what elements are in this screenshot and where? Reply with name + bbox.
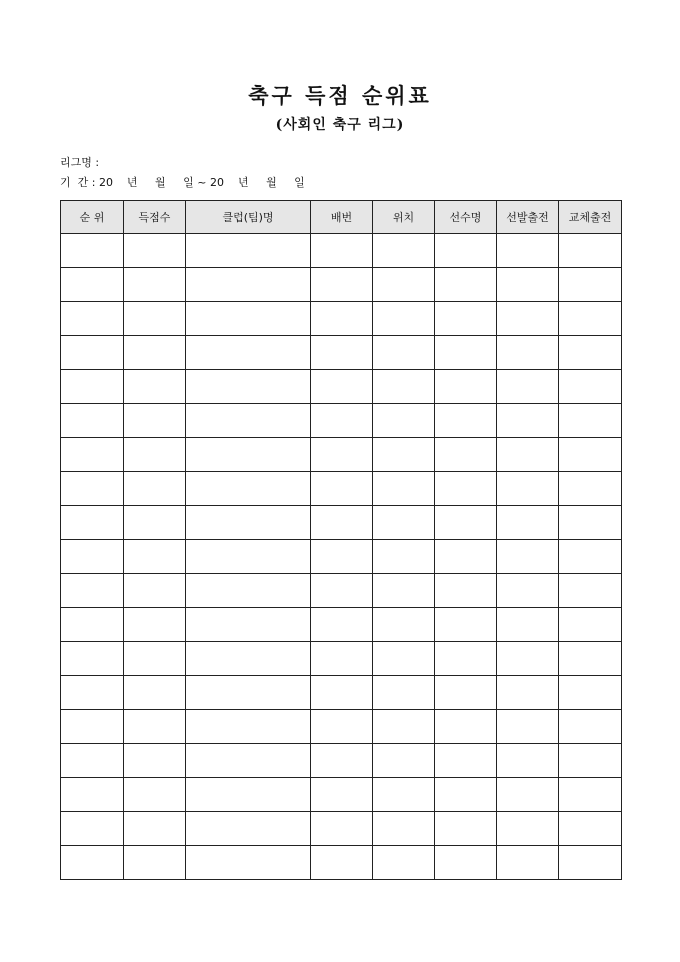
table-cell[interactable] xyxy=(497,608,559,642)
table-cell[interactable] xyxy=(497,336,559,370)
table-cell[interactable] xyxy=(373,744,435,778)
table-cell[interactable] xyxy=(186,642,311,676)
table-cell[interactable] xyxy=(435,676,497,710)
table-cell[interactable] xyxy=(559,778,622,812)
table-row xyxy=(61,506,622,540)
table-cell[interactable] xyxy=(311,370,373,404)
table-cell[interactable] xyxy=(373,506,435,540)
table-cell[interactable] xyxy=(124,370,186,404)
table-cell[interactable] xyxy=(435,608,497,642)
header-starts: 선발출전 xyxy=(497,201,559,234)
table-cell[interactable] xyxy=(124,336,186,370)
table-cell[interactable] xyxy=(186,676,311,710)
table-cell[interactable] xyxy=(311,778,373,812)
header-sub-appearances: 교체출전 xyxy=(559,201,622,234)
table-cell[interactable] xyxy=(497,676,559,710)
table-cell[interactable] xyxy=(124,710,186,744)
table-cell[interactable] xyxy=(61,642,124,676)
table-cell[interactable] xyxy=(186,778,311,812)
table-cell[interactable] xyxy=(373,608,435,642)
table-cell[interactable] xyxy=(124,778,186,812)
table-cell[interactable] xyxy=(311,846,373,880)
table-row xyxy=(61,540,622,574)
table-cell[interactable] xyxy=(435,302,497,336)
header-jersey-number: 배번 xyxy=(311,201,373,234)
table-cell[interactable] xyxy=(186,506,311,540)
table-cell[interactable] xyxy=(559,676,622,710)
table-cell[interactable] xyxy=(186,744,311,778)
table-cell[interactable] xyxy=(435,778,497,812)
table-cell[interactable] xyxy=(186,812,311,846)
table-cell[interactable] xyxy=(435,370,497,404)
table-cell[interactable] xyxy=(497,472,559,506)
table-cell[interactable] xyxy=(497,302,559,336)
table-cell[interactable] xyxy=(373,438,435,472)
table-cell[interactable] xyxy=(559,710,622,744)
table-cell[interactable] xyxy=(61,744,124,778)
table-cell[interactable] xyxy=(373,812,435,846)
table-cell[interactable] xyxy=(124,234,186,268)
table-cell[interactable] xyxy=(311,642,373,676)
table-cell[interactable] xyxy=(186,336,311,370)
table-cell[interactable] xyxy=(435,404,497,438)
table-cell[interactable] xyxy=(124,404,186,438)
table-cell[interactable] xyxy=(559,642,622,676)
table-cell[interactable] xyxy=(311,472,373,506)
table-cell[interactable] xyxy=(61,846,124,880)
table-cell[interactable] xyxy=(559,302,622,336)
table-row xyxy=(61,676,622,710)
table-cell[interactable] xyxy=(435,268,497,302)
table-cell[interactable] xyxy=(124,540,186,574)
table-cell[interactable] xyxy=(497,710,559,744)
table-cell[interactable] xyxy=(559,744,622,778)
table-cell[interactable] xyxy=(373,846,435,880)
table-cell[interactable] xyxy=(124,268,186,302)
table-cell[interactable] xyxy=(373,710,435,744)
ranking-table xyxy=(60,200,622,880)
table-cell[interactable] xyxy=(186,846,311,880)
table-cell[interactable] xyxy=(124,812,186,846)
page-title: 축구 득점 순위표 xyxy=(248,83,432,108)
table-cell[interactable] xyxy=(186,540,311,574)
table-cell[interactable] xyxy=(373,676,435,710)
table-cell[interactable] xyxy=(559,438,622,472)
table-cell[interactable] xyxy=(435,812,497,846)
table-cell[interactable] xyxy=(61,472,124,506)
table-cell[interactable] xyxy=(373,336,435,370)
table-row xyxy=(61,710,622,744)
table-row xyxy=(61,846,622,880)
table-cell[interactable] xyxy=(435,846,497,880)
table-cell[interactable] xyxy=(373,302,435,336)
table-cell[interactable] xyxy=(61,676,124,710)
table-cell[interactable] xyxy=(435,744,497,778)
table-body xyxy=(61,234,622,880)
table-cell[interactable] xyxy=(559,812,622,846)
table-cell[interactable] xyxy=(435,506,497,540)
table-row xyxy=(61,268,622,302)
table-row xyxy=(61,438,622,472)
table-cell[interactable] xyxy=(186,438,311,472)
table-row xyxy=(61,778,622,812)
table-cell[interactable] xyxy=(559,506,622,540)
table-cell[interactable] xyxy=(311,812,373,846)
league-name-line: 리그명 : xyxy=(60,156,100,169)
header-club-name: 클럽(팀)명 xyxy=(186,201,311,234)
table-cell[interactable] xyxy=(497,812,559,846)
table-cell[interactable] xyxy=(186,234,311,268)
table-cell[interactable] xyxy=(373,404,435,438)
table-cell[interactable] xyxy=(559,370,622,404)
table-cell[interactable] xyxy=(311,710,373,744)
table-cell[interactable] xyxy=(124,676,186,710)
table-cell[interactable] xyxy=(559,608,622,642)
table-cell[interactable] xyxy=(61,404,124,438)
table-cell[interactable] xyxy=(373,642,435,676)
table-cell[interactable] xyxy=(61,608,124,642)
table-cell[interactable] xyxy=(186,472,311,506)
table-cell[interactable] xyxy=(186,404,311,438)
table-cell[interactable] xyxy=(124,506,186,540)
table-cell[interactable] xyxy=(124,438,186,472)
table-cell[interactable] xyxy=(373,370,435,404)
table-cell[interactable] xyxy=(61,268,124,302)
table-cell[interactable] xyxy=(311,540,373,574)
header-goals: 득점수 xyxy=(124,201,186,234)
table-cell[interactable] xyxy=(497,846,559,880)
table-cell[interactable] xyxy=(559,268,622,302)
table-cell[interactable] xyxy=(559,404,622,438)
table-cell[interactable] xyxy=(435,642,497,676)
table-cell[interactable] xyxy=(186,608,311,642)
table-row xyxy=(61,574,622,608)
table-cell[interactable] xyxy=(497,642,559,676)
table-cell[interactable] xyxy=(311,234,373,268)
table-cell[interactable] xyxy=(61,778,124,812)
table-cell[interactable] xyxy=(559,846,622,880)
table-cell[interactable] xyxy=(497,268,559,302)
table-cell[interactable] xyxy=(186,574,311,608)
table-cell[interactable] xyxy=(61,574,124,608)
table-cell[interactable] xyxy=(435,234,497,268)
table-cell[interactable] xyxy=(559,472,622,506)
table-cell[interactable] xyxy=(497,778,559,812)
table-cell[interactable] xyxy=(559,336,622,370)
table-cell[interactable] xyxy=(559,540,622,574)
table-cell[interactable] xyxy=(497,438,559,472)
table-cell[interactable] xyxy=(435,540,497,574)
table-cell[interactable] xyxy=(435,710,497,744)
table-cell[interactable] xyxy=(311,676,373,710)
table-row xyxy=(61,608,622,642)
table-cell[interactable] xyxy=(559,234,622,268)
table-cell[interactable] xyxy=(61,812,124,846)
table-header-row xyxy=(61,201,622,234)
table-cell[interactable] xyxy=(124,472,186,506)
table-row xyxy=(61,642,622,676)
table-cell[interactable] xyxy=(559,574,622,608)
table-cell[interactable] xyxy=(435,472,497,506)
table-cell[interactable] xyxy=(497,744,559,778)
table-cell[interactable] xyxy=(497,506,559,540)
table-row xyxy=(61,302,622,336)
table-cell[interactable] xyxy=(435,336,497,370)
table-cell[interactable] xyxy=(186,370,311,404)
table-cell[interactable] xyxy=(497,540,559,574)
table-cell[interactable] xyxy=(124,642,186,676)
header-position: 위치 xyxy=(373,201,435,234)
table-row xyxy=(61,744,622,778)
header-rank: 순 위 xyxy=(61,201,124,234)
table-cell[interactable] xyxy=(311,506,373,540)
table-row xyxy=(61,404,622,438)
table-row xyxy=(61,812,622,846)
table-cell[interactable] xyxy=(311,438,373,472)
table-cell[interactable] xyxy=(124,846,186,880)
table-row xyxy=(61,370,622,404)
table-cell[interactable] xyxy=(61,540,124,574)
table-cell[interactable] xyxy=(61,438,124,472)
table-cell[interactable] xyxy=(311,574,373,608)
table-cell[interactable] xyxy=(311,744,373,778)
table-cell[interactable] xyxy=(61,336,124,370)
header-player-name: 선수명 xyxy=(435,201,497,234)
table-cell[interactable] xyxy=(61,302,124,336)
period-line: 기 간 : 20 년 월 일 ~ 20 년 월 일 xyxy=(60,176,305,189)
table-cell[interactable] xyxy=(124,574,186,608)
table-cell[interactable] xyxy=(373,234,435,268)
table-cell[interactable] xyxy=(311,268,373,302)
table-row xyxy=(61,472,622,506)
table-cell[interactable] xyxy=(497,574,559,608)
table-cell[interactable] xyxy=(61,506,124,540)
table-cell[interactable] xyxy=(124,608,186,642)
table-cell[interactable] xyxy=(186,710,311,744)
table-cell[interactable] xyxy=(373,472,435,506)
table-cell[interactable] xyxy=(373,540,435,574)
table-cell[interactable] xyxy=(186,268,311,302)
table-cell[interactable] xyxy=(373,778,435,812)
table-cell[interactable] xyxy=(124,744,186,778)
page-subtitle: (사회인 축구 리그) xyxy=(275,117,405,133)
table-cell[interactable] xyxy=(311,302,373,336)
table-cell[interactable] xyxy=(373,268,435,302)
table-row xyxy=(61,336,622,370)
table-cell[interactable] xyxy=(311,608,373,642)
table-cell[interactable] xyxy=(61,370,124,404)
table-cell[interactable] xyxy=(61,234,124,268)
table-cell[interactable] xyxy=(186,302,311,336)
table-cell[interactable] xyxy=(435,438,497,472)
table-cell[interactable] xyxy=(497,370,559,404)
table-row xyxy=(61,234,622,268)
table-cell[interactable] xyxy=(124,302,186,336)
table-cell[interactable] xyxy=(373,574,435,608)
table-cell[interactable] xyxy=(311,404,373,438)
table-cell[interactable] xyxy=(435,574,497,608)
table-cell[interactable] xyxy=(311,336,373,370)
table-cell[interactable] xyxy=(61,710,124,744)
table-cell[interactable] xyxy=(497,404,559,438)
table-cell[interactable] xyxy=(497,234,559,268)
